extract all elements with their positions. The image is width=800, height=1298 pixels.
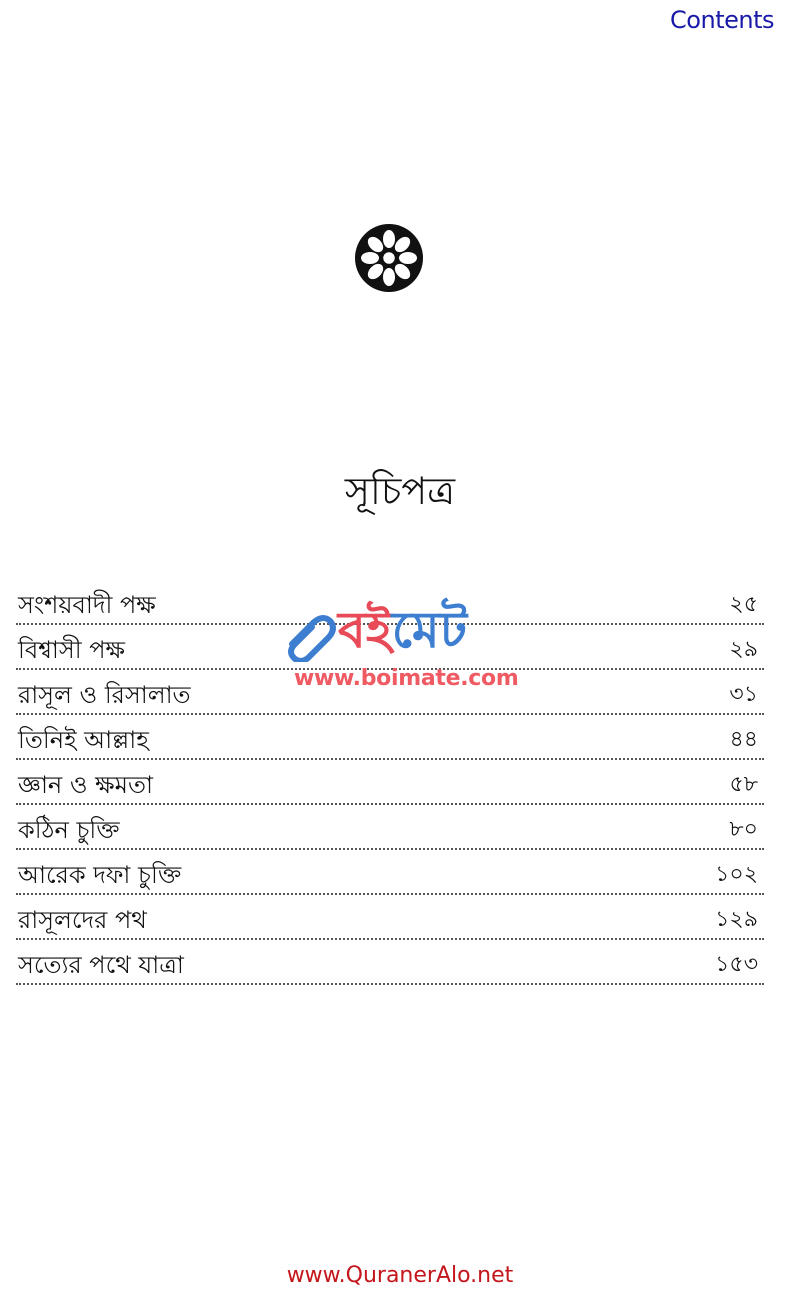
toc-row[interactable] (16, 715, 764, 760)
toc-page: ৩১ (729, 682, 758, 707)
boimate-watermark (282, 601, 519, 694)
toc-title: জ্ঞান ও ক্ষমতা (18, 771, 153, 799)
toc-page: ১২৯ (715, 907, 758, 932)
toc-page: ১০২ (715, 862, 758, 887)
toc-row[interactable] (16, 895, 764, 940)
toc-title: রাসূল ও রিসালাত (18, 681, 191, 709)
toc-title: আরেক দফা চুক্তি (18, 861, 182, 889)
watermark-logo-text: বইমেট (338, 601, 467, 659)
toc-title: রাসূলদের পথ (18, 906, 147, 934)
toc-row[interactable] (16, 805, 764, 850)
toc-title: সত্যের পথে যাত্রা (18, 951, 184, 979)
toc-page: ৪৪ (729, 727, 758, 752)
toc-page: ৮০ (729, 817, 758, 842)
toc-page: ২৫ (729, 592, 758, 617)
watermark-url: www.boimate.com (294, 666, 519, 691)
toc-page: ৫৮ (729, 772, 758, 797)
toc-page: ২৯ (729, 637, 758, 662)
toc-title: বিশ্বাসী পক্ষ (18, 636, 125, 664)
toc-title: সংশয়বাদী পক্ষ (18, 591, 156, 619)
toc-row[interactable] (16, 760, 764, 805)
toc-row[interactable] (16, 940, 764, 985)
toc-page: ১৫৩ (715, 952, 758, 977)
footer-url[interactable]: www.QuranerAlo.net (286, 1263, 514, 1288)
flower-rosette-icon (353, 222, 425, 294)
toc-row[interactable] (16, 850, 764, 895)
contents-link[interactable]: Contents (670, 6, 774, 34)
toc-title: তিনিই আল্লাহ (18, 726, 149, 754)
toc-title: কঠিন চুক্তি (18, 816, 120, 844)
page-title: সূচিপত্র (344, 469, 456, 513)
paperclip-icon (284, 614, 336, 662)
